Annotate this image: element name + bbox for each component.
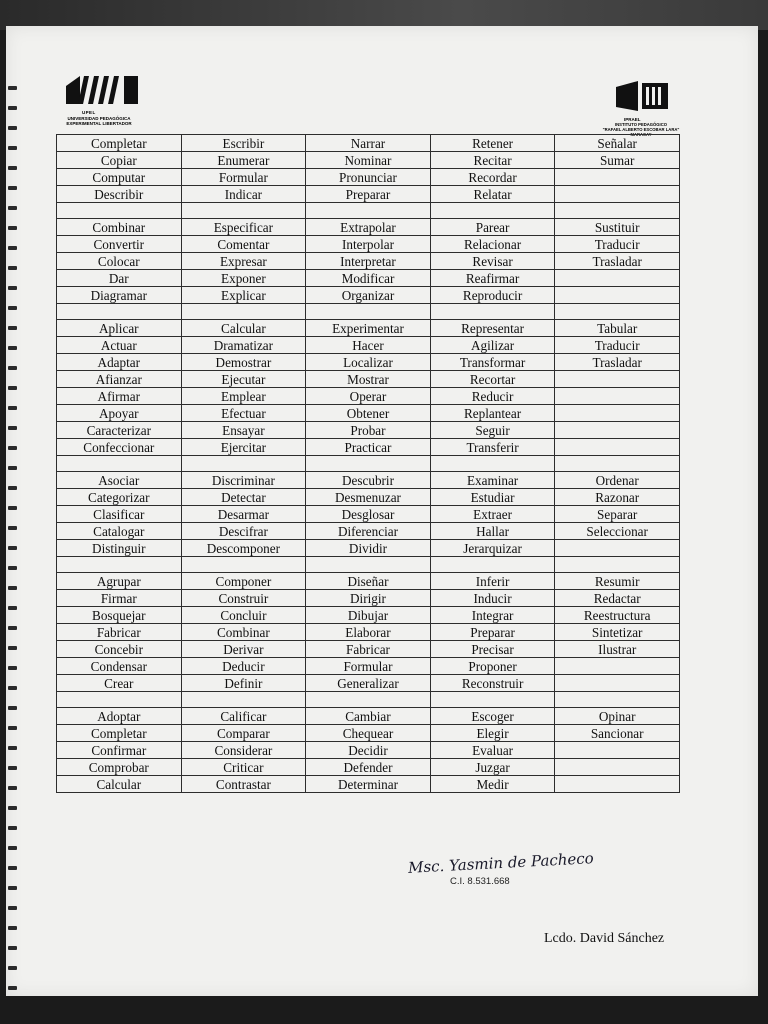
table-row — [57, 439, 680, 456]
verb-cell: Recortar — [430, 371, 555, 388]
spiral-ring — [8, 106, 17, 110]
verb-cell: Comentar — [181, 236, 306, 253]
empty-cell — [555, 692, 680, 708]
verb-cell: Derivar — [181, 641, 306, 658]
spiral-ring — [8, 446, 17, 450]
verb-cell — [555, 186, 680, 203]
verb-cell — [555, 658, 680, 675]
verb-cell: Juzgar — [430, 759, 555, 776]
verb-cell: Criticar — [181, 759, 306, 776]
table-row — [57, 641, 680, 658]
verb-cell: Descomponer — [181, 540, 306, 557]
verb-cell: Afirmar — [57, 388, 182, 405]
verb-cell: Obtener — [306, 405, 431, 422]
spiral-ring — [8, 226, 17, 230]
verb-cell: Formular — [181, 169, 306, 186]
spiral-ring — [8, 906, 17, 910]
verb-cell: Definir — [181, 675, 306, 692]
verb-cell: Agrupar — [57, 573, 182, 590]
verb-cell: Sustituir — [555, 219, 680, 236]
verb-cell: Dibujar — [306, 607, 431, 624]
verb-cell: Copiar — [57, 152, 182, 169]
spiral-ring — [8, 966, 17, 970]
verb-cell: Decidir — [306, 742, 431, 759]
verb-cell: Contrastar — [181, 776, 306, 793]
empty-cell — [181, 456, 306, 472]
verb-cell: Transferir — [430, 439, 555, 456]
empty-cell — [555, 304, 680, 320]
spiral-ring — [8, 546, 17, 550]
verb-cell: Escoger — [430, 708, 555, 725]
verb-cell: Reafirmar — [430, 270, 555, 287]
empty-cell — [181, 203, 306, 219]
table-row — [57, 337, 680, 354]
verb-cell: Integrar — [430, 607, 555, 624]
verb-cell: Ilustrar — [555, 641, 680, 658]
spiral-ring — [8, 306, 17, 310]
verb-cell: Componer — [181, 573, 306, 590]
spiral-ring — [8, 806, 17, 810]
table-row — [57, 506, 680, 523]
verb-cell: Calificar — [181, 708, 306, 725]
verb-cell: Diagramar — [57, 287, 182, 304]
verb-cell — [555, 742, 680, 759]
verb-cell: Desmenuzar — [306, 489, 431, 506]
table-row — [57, 489, 680, 506]
verb-cell: Preparar — [306, 186, 431, 203]
spiral-ring — [8, 786, 17, 790]
verb-cell: Separar — [555, 506, 680, 523]
verb-cell: Desglosar — [306, 506, 431, 523]
table-row — [57, 776, 680, 793]
verb-cell: Representar — [430, 320, 555, 337]
verb-cell: Concebir — [57, 641, 182, 658]
verb-cell: Replantear — [430, 405, 555, 422]
verb-cell: Operar — [306, 388, 431, 405]
table-row — [57, 540, 680, 557]
verb-cell: Modificar — [306, 270, 431, 287]
verb-cell: Probar — [306, 422, 431, 439]
iprael-abbr: IPRAEL — [624, 117, 641, 122]
verb-cell: Hallar — [430, 523, 555, 540]
table-row — [57, 186, 680, 203]
table-row — [57, 388, 680, 405]
verb-cell: Demostrar — [181, 354, 306, 371]
verb-cell: Interpretar — [306, 253, 431, 270]
verb-cell: Dividir — [306, 540, 431, 557]
verb-cell — [555, 675, 680, 692]
verb-cell: Apoyar — [57, 405, 182, 422]
verb-cell: Combinar — [57, 219, 182, 236]
table-row — [57, 354, 680, 371]
verb-cell: Enumerar — [181, 152, 306, 169]
empty-cell — [555, 203, 680, 219]
verb-cell: Reproducir — [430, 287, 555, 304]
table-row — [57, 759, 680, 776]
iprael-logo-icon — [616, 81, 668, 111]
verb-cell: Evaluar — [430, 742, 555, 759]
verb-cell: Exponer — [181, 270, 306, 287]
verb-cell: Ordenar — [555, 472, 680, 489]
verb-cell: Recitar — [430, 152, 555, 169]
spiral-ring — [8, 726, 17, 730]
verb-cell — [555, 422, 680, 439]
spiral-ring — [8, 826, 17, 830]
verb-cell: Extraer — [430, 506, 555, 523]
verb-cell: Sancionar — [555, 725, 680, 742]
empty-cell — [306, 557, 431, 573]
verb-cell: Ejercitar — [181, 439, 306, 456]
verb-cell: Detectar — [181, 489, 306, 506]
verb-cell: Clasificar — [57, 506, 182, 523]
spiral-ring — [8, 846, 17, 850]
verb-cell: Sintetizar — [555, 624, 680, 641]
empty-cell — [306, 456, 431, 472]
verb-cell: Computar — [57, 169, 182, 186]
verb-cell: Formular — [306, 658, 431, 675]
upel-name-line: EXPERIMENTAL LIBERTADOR — [66, 121, 132, 126]
verb-cell: Extrapolar — [306, 219, 431, 236]
verbs-table — [56, 134, 680, 793]
verb-cell: Concluir — [181, 607, 306, 624]
spiral-ring — [8, 526, 17, 530]
empty-cell — [430, 304, 555, 320]
verb-cell: Mostrar — [306, 371, 431, 388]
spiral-ring — [8, 666, 17, 670]
spiral-ring — [8, 186, 17, 190]
verb-cell: Diseñar — [306, 573, 431, 590]
verb-cell: Fabricar — [57, 624, 182, 641]
spiral-ring — [8, 626, 17, 630]
table-row — [57, 422, 680, 439]
table-row — [57, 320, 680, 337]
verb-cell: Generalizar — [306, 675, 431, 692]
verb-cell: Reconstruir — [430, 675, 555, 692]
spiral-ring — [8, 766, 17, 770]
empty-cell — [306, 203, 431, 219]
empty-cell — [181, 557, 306, 573]
verb-cell: Elegir — [430, 725, 555, 742]
verb-cell: Considerar — [181, 742, 306, 759]
spiral-ring — [8, 266, 17, 270]
upel-name-line: UNIVERSIDAD PEDAGÓGICA — [67, 116, 131, 121]
verb-cell: Distinguir — [57, 540, 182, 557]
spiral-ring — [8, 426, 17, 430]
verb-cell: Determinar — [306, 776, 431, 793]
verb-cell: Adoptar — [57, 708, 182, 725]
verb-cell: Comprobar — [57, 759, 182, 776]
empty-cell — [430, 203, 555, 219]
spiral-ring — [8, 946, 17, 950]
verb-cell: Discriminar — [181, 472, 306, 489]
empty-cell — [430, 557, 555, 573]
verb-cell: Efectuar — [181, 405, 306, 422]
spiral-ring — [8, 206, 17, 210]
verb-cell: Hacer — [306, 337, 431, 354]
verb-cell: Actuar — [57, 337, 182, 354]
empty-cell — [181, 692, 306, 708]
signature-id: C.I. 8.531.668 — [450, 876, 510, 887]
verb-cell: Dar — [57, 270, 182, 287]
verb-cell: Transformar — [430, 354, 555, 371]
verb-cell: Parear — [430, 219, 555, 236]
iprael-name-line: "RAFAEL ALBERTO ESCOBAR LARA" — [602, 126, 680, 132]
verb-cell: Colocar — [57, 253, 182, 270]
verb-cell: Interpolar — [306, 236, 431, 253]
verb-cell: Descubrir — [306, 472, 431, 489]
empty-cell — [57, 692, 182, 708]
table-row — [57, 725, 680, 742]
verb-cell: Expresar — [181, 253, 306, 270]
empty-cell — [57, 304, 182, 320]
spiral-ring — [8, 286, 17, 290]
spiral-ring — [8, 386, 17, 390]
verb-cell: Fabricar — [306, 641, 431, 658]
verb-cell: Seguir — [430, 422, 555, 439]
verb-cell: Revisar — [430, 253, 555, 270]
verb-cell: Inferir — [430, 573, 555, 590]
table-row — [57, 270, 680, 287]
verb-cell: Especificar — [181, 219, 306, 236]
table-row — [57, 405, 680, 422]
verb-cell: Defender — [306, 759, 431, 776]
verb-cell: Resumir — [555, 573, 680, 590]
verb-cell: Señalar — [555, 135, 680, 152]
verb-cell: Desarmar — [181, 506, 306, 523]
verb-cell: Emplear — [181, 388, 306, 405]
spiral-ring — [8, 366, 17, 370]
table-row — [57, 135, 680, 152]
empty-cell — [430, 456, 555, 472]
verb-cell: Razonar — [555, 489, 680, 506]
verb-cell — [555, 388, 680, 405]
verb-cell: Cambiar — [306, 708, 431, 725]
verb-cell: Calcular — [57, 776, 182, 793]
verb-cell: Reducir — [430, 388, 555, 405]
verb-cell: Traducir — [555, 236, 680, 253]
verb-cell: Categorizar — [57, 489, 182, 506]
verb-cell — [555, 759, 680, 776]
verb-cell: Crear — [57, 675, 182, 692]
empty-cell — [57, 557, 182, 573]
verb-cell: Elaborar — [306, 624, 431, 641]
verb-cell: Indicar — [181, 186, 306, 203]
verb-cell: Precisar — [430, 641, 555, 658]
verb-cell: Ensayar — [181, 422, 306, 439]
verb-cell — [555, 776, 680, 793]
table-row — [57, 169, 680, 186]
verb-cell: Estudiar — [430, 489, 555, 506]
verb-cell: Agilizar — [430, 337, 555, 354]
spiral-ring — [8, 246, 17, 250]
spiral-ring — [8, 886, 17, 890]
verb-cell: Pronunciar — [306, 169, 431, 186]
verb-cell: Chequear — [306, 725, 431, 742]
verb-cell: Retener — [430, 135, 555, 152]
iprael-name-line: MARACAY — [630, 131, 652, 137]
table-row — [57, 607, 680, 624]
verb-cell: Proponer — [430, 658, 555, 675]
verb-cell: Tabular — [555, 320, 680, 337]
verb-cell: Condensar — [57, 658, 182, 675]
verb-cell: Practicar — [306, 439, 431, 456]
verb-cell: Preparar — [430, 624, 555, 641]
table-row — [57, 371, 680, 388]
verb-cell: Escribir — [181, 135, 306, 152]
table-row — [57, 253, 680, 270]
empty-cell — [430, 692, 555, 708]
empty-cell — [57, 456, 182, 472]
verb-cell: Localizar — [306, 354, 431, 371]
table-row — [57, 472, 680, 489]
verb-cell — [555, 270, 680, 287]
author-name: Lcdo. David Sánchez — [544, 931, 665, 946]
group-separator-row — [57, 557, 680, 573]
verb-cell: Explicar — [181, 287, 306, 304]
spiral-binding — [6, 86, 18, 1006]
table-row — [57, 742, 680, 759]
verb-cell: Redactar — [555, 590, 680, 607]
verb-cell: Combinar — [181, 624, 306, 641]
spiral-ring — [8, 606, 17, 610]
spiral-ring — [8, 486, 17, 490]
verb-cell: Dramatizar — [181, 337, 306, 354]
spiral-ring — [8, 926, 17, 930]
spiral-ring — [8, 686, 17, 690]
verb-cell: Traducir — [555, 337, 680, 354]
verb-cell: Ejecutar — [181, 371, 306, 388]
verb-cell — [555, 371, 680, 388]
group-separator-row — [57, 203, 680, 219]
group-separator-row — [57, 456, 680, 472]
verb-cell: Inducir — [430, 590, 555, 607]
verb-cell — [555, 287, 680, 304]
table-row — [57, 675, 680, 692]
verb-cell: Medir — [430, 776, 555, 793]
table-row — [57, 573, 680, 590]
verb-cell: Describir — [57, 186, 182, 203]
verb-cell: Calcular — [181, 320, 306, 337]
spiral-ring — [8, 146, 17, 150]
upel-name — [44, 116, 154, 126]
empty-cell — [57, 203, 182, 219]
spiral-ring — [8, 586, 17, 590]
verb-cell: Descifrar — [181, 523, 306, 540]
verb-cell: Opinar — [555, 708, 680, 725]
verb-cell: Adaptar — [57, 354, 182, 371]
verb-cell: Recordar — [430, 169, 555, 186]
verb-cell: Reestructura — [555, 607, 680, 624]
group-separator-row — [57, 692, 680, 708]
verb-cell: Completar — [57, 725, 182, 742]
iprael-name-line: INSTITUTO PEDAGÓGICO — [614, 122, 668, 127]
empty-cell — [181, 304, 306, 320]
verb-cell: Confeccionar — [57, 439, 182, 456]
verb-cell: Comparar — [181, 725, 306, 742]
verb-cell: Relatar — [430, 186, 555, 203]
verb-cell: Trasladar — [555, 354, 680, 371]
spiral-ring — [8, 986, 17, 990]
spiral-ring — [8, 866, 17, 870]
verb-cell: Seleccionar — [555, 523, 680, 540]
empty-cell — [555, 456, 680, 472]
verb-cell: Deducir — [181, 658, 306, 675]
empty-cell — [555, 557, 680, 573]
verb-cell: Afianzar — [57, 371, 182, 388]
verb-cell: Nominar — [306, 152, 431, 169]
verb-cell: Jerarquizar — [430, 540, 555, 557]
table-row — [57, 624, 680, 641]
empty-cell — [306, 692, 431, 708]
spiral-ring — [8, 746, 17, 750]
spiral-ring — [8, 326, 17, 330]
spiral-ring — [8, 126, 17, 130]
table-row — [57, 219, 680, 236]
spiral-ring — [8, 86, 17, 90]
verb-cell: Diferenciar — [306, 523, 431, 540]
verb-cell: Dirigir — [306, 590, 431, 607]
empty-cell — [306, 304, 431, 320]
spiral-ring — [8, 706, 17, 710]
group-separator-row — [57, 304, 680, 320]
verb-cell — [555, 540, 680, 557]
verb-cell: Firmar — [57, 590, 182, 607]
table-row — [57, 708, 680, 725]
verb-cell: Convertir — [57, 236, 182, 253]
spiral-ring — [8, 166, 17, 170]
verb-cell: Relacionar — [430, 236, 555, 253]
verb-cell — [555, 405, 680, 422]
spiral-ring — [8, 566, 17, 570]
verb-cell: Sumar — [555, 152, 680, 169]
verb-cell: Completar — [57, 135, 182, 152]
upel-abbr: UPEL — [82, 110, 96, 115]
verb-cell — [555, 169, 680, 186]
verb-cell: Asociar — [57, 472, 182, 489]
verb-cell: Catalogar — [57, 523, 182, 540]
spiral-ring — [8, 646, 17, 650]
verb-cell: Experimentar — [306, 320, 431, 337]
table-row — [57, 523, 680, 540]
verb-cell: Organizar — [306, 287, 431, 304]
upel-logo-icon — [66, 76, 138, 104]
verb-cell — [555, 439, 680, 456]
table-row — [57, 287, 680, 304]
table-row — [57, 658, 680, 675]
table-row — [57, 590, 680, 607]
table-row — [57, 236, 680, 253]
verb-cell: Confirmar — [57, 742, 182, 759]
table-row — [57, 152, 680, 169]
verb-cell: Caracterizar — [57, 422, 182, 439]
spiral-ring — [8, 346, 17, 350]
verb-cell: Trasladar — [555, 253, 680, 270]
verb-cell: Bosquejar — [57, 607, 182, 624]
signature: Msc. Yasmin de Pacheco — [407, 849, 595, 877]
spiral-ring — [8, 406, 17, 410]
verb-cell: Narrar — [306, 135, 431, 152]
spiral-ring — [8, 506, 17, 510]
verb-cell: Construir — [181, 590, 306, 607]
spiral-ring — [8, 466, 17, 470]
verb-cell: Examinar — [430, 472, 555, 489]
verbs-table-body — [57, 135, 680, 793]
verb-cell: Aplicar — [57, 320, 182, 337]
